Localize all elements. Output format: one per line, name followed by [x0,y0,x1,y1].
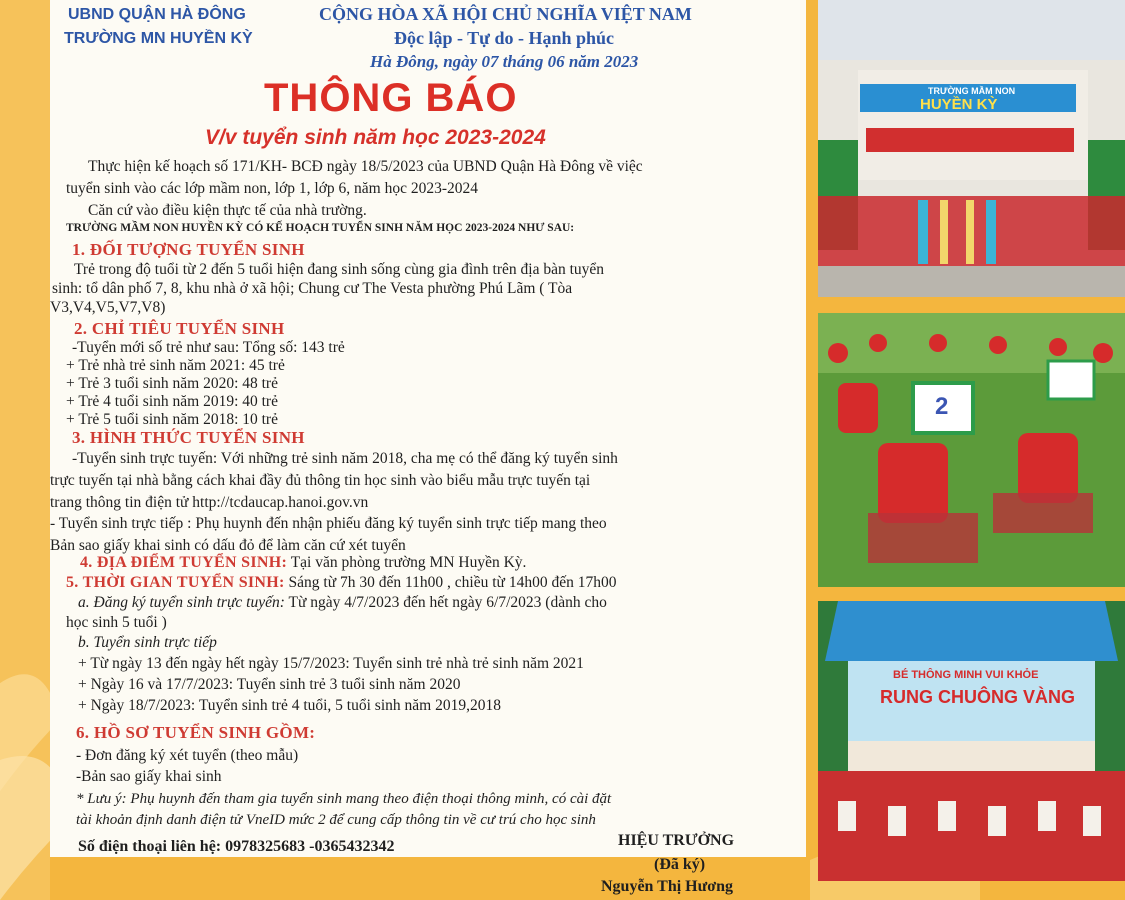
quota-item: + Trẻ nhà trẻ sinh năm 2021: 45 trẻ [66,357,285,374]
signature-name: Nguyễn Thị Hương [601,878,733,895]
section-6-heading: 6. HỒ SƠ TUYỂN SINH GỒM: [76,723,316,742]
school-gate-photo [818,0,1125,297]
section-5-text: Sáng từ 7h 30 đến 11h00 , chiều từ 14h00 đến 17h00 [284,574,617,591]
stage-event-photo [818,601,1125,881]
intro-line-3: Căn cứ vào điều kiện thực tế của nhà trường. [88,202,367,219]
contact-phone: Số điện thoại liên hệ: 0978325683 -0365432342 [78,838,395,855]
quota-item: + Trẻ 4 tuổi sinh năm 2019: 40 trẻ [66,393,278,410]
national-motto: Độc lập - Tự do - Hạnh phúc [394,28,615,48]
section-1-line-3: V3,V4,V5,V7,V8) [50,299,166,316]
card-number: 2 [935,393,949,420]
section-5a-text: Từ ngày 4/7/2023 đến hết ngày 6/7/2023 (dành cho [284,594,607,611]
school-sign-name: HUYỀN KỲ [920,96,998,113]
section-1-heading: 1. ĐỐI TƯỢNG TUYỂN SINH [72,240,305,259]
section-3-heading: 3. HÌNH THỨC TUYỂN SINH [72,428,305,447]
page-subtitle: V/v tuyển sinh năm học 2023-2024 [205,126,546,149]
section-3-line-2: trực tuyến tại nhà bằng cách khai đầy đủ thông tin học sinh vào biểu mẫu trực tuyến tại [50,472,591,489]
signature-status: (Đã ký) [654,856,706,873]
school-sign-top: TRƯỜNG MẦM NON [928,86,1016,96]
quota-total: -Tuyển mới số trẻ như sau: Tổng số: 143 trẻ [72,339,345,356]
section-4-row [80,552,526,574]
section-3-line-3: trang thông tin điện tử http://tcdaucap.hanoi.gov.vn [50,494,369,511]
section-2-heading: 2. CHỈ TIÊU TUYỂN SINH [74,319,285,338]
section-5-heading: 5. THỜI GIAN TUYỂN SINH: [66,574,285,591]
section-5a-label: a. Đăng ký tuyển sinh trực tuyến: [78,594,285,611]
notice-date: Hà Đông, ngày 07 tháng 06 năm 2023 [370,52,639,71]
section-1-line-2: sinh: tổ dân phố 7, 8, khu nhà ở xã hội; Chung cư The Vesta phường Phú Lãm ( Tòa [52,280,573,297]
section-5-row [66,572,616,594]
note-line-2: tài khoản định danh điện tử VneID mức 2 để cung cấp thông tin về cư trú cho học sinh [76,812,596,828]
section-3-line-1: -Tuyển sinh trực tuyến: Với những trẻ sinh năm 2018, cha mẹ có thể đăng ký tuyển sinh [72,450,618,467]
children-activity-photo [818,313,1125,587]
signature-title: HIỆU TRƯỞNG [618,832,735,849]
section-3-line-5: Bản sao giấy khai sinh có dấu đỏ để làm căn cứ xét tuyển [50,537,406,554]
national-title: CỘNG HÒA XÃ HỘI CHỦ NGHĨA VIỆT NAM [319,4,692,24]
note-line-1: * Lưu ý: Phụ huynh đến tham gia tuyển sinh mang theo điện thoại thông minh, có cài đặt [76,791,612,807]
intro-line-1: Thực hiện kế hoạch số 171/KH- BCĐ ngày 18/5/2023 của UBND Quận Hà Đông về việc [88,158,643,175]
quota-item: + Trẻ 5 tuổi sinh năm 2018: 10 trẻ [66,411,278,428]
school-name: TRƯỜNG MN HUYỀN KỲ [64,30,253,47]
section-4-text: Tại văn phòng trường MN Huyền Kỳ. [287,554,527,571]
section-1-line-1: Trẻ trong độ tuổi từ 2 đến 5 tuổi hiện đang sinh sống cùng gia đình trên địa bàn tuyển [74,261,605,278]
intro-plan-line: TRƯỜNG MẦM NON HUYỀN KỲ CÓ KẾ HOẠCH TUYỂN SINH NĂM HỌC 2023-2024 NHƯ SAU: [66,222,575,234]
quota-item: + Trẻ 3 tuổi sinh năm 2020: 48 trẻ [66,375,278,392]
schedule-item: + Ngày 18/7/2023: Tuyển sinh trẻ 4 tuổi, 5 tuổi sinh năm 2019,2018 [78,697,501,714]
section-5a-row [78,592,607,614]
section-3-line-4: - Tuyển sinh trực tiếp : Phụ huynh đến nhận phiếu đăng ký tuyển sinh trực tiếp mang theo [50,515,607,532]
section-4-heading: 4. ĐỊA ĐIỂM TUYỂN SINH: [80,554,288,571]
document-item: - Đơn đăng ký xét tuyển (theo mẫu) [76,747,299,764]
section-5a-line-2: học sinh 5 tuổi ) [66,614,167,631]
district-name: UBND QUẬN HÀ ĐÔNG [68,6,246,23]
event-banner-top: BÉ THÔNG MINH VUI KHỎE [893,669,1039,681]
page-title: THÔNG BÁO [264,76,518,120]
schedule-item: + Ngày 16 và 17/7/2023: Tuyển sinh trẻ 3 tuổi sinh năm 2020 [78,676,461,693]
document-item: -Bản sao giấy khai sinh [76,768,222,785]
section-5b-label: b. Tuyển sinh trực tiếp [78,634,217,651]
schedule-item: + Từ ngày 13 đến ngày hết ngày 15/7/2023: Tuyển sinh trẻ nhà trẻ sinh năm 2021 [78,655,584,672]
event-banner-title: RUNG CHUÔNG VÀNG [880,687,1076,707]
intro-line-2: tuyển sinh vào các lớp mầm non, lớp 1, lớp 6, năm học 2023-2024 [66,180,479,197]
